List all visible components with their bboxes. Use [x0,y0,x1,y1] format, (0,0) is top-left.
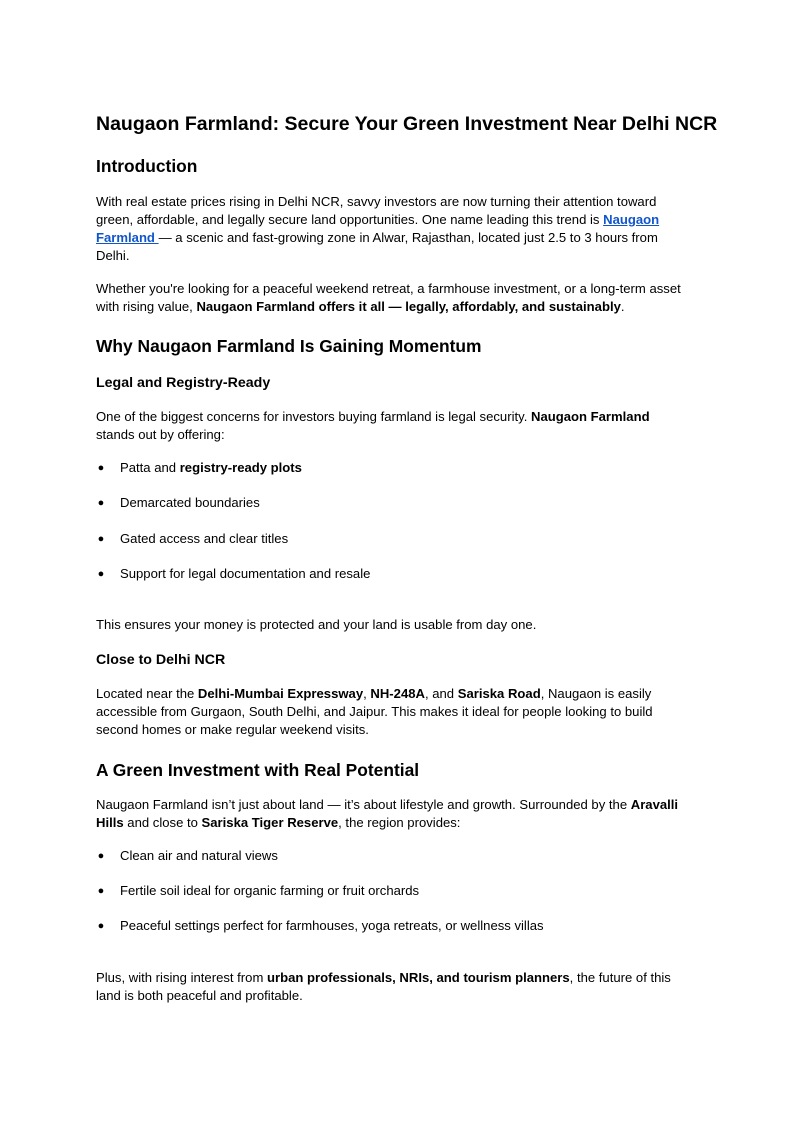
momentum-heading: Why Naugaon Farmland Is Gaining Momentum [96,336,482,356]
text-line [96,211,696,229]
text-line [96,298,696,316]
text-run: , the region provides: [338,815,461,830]
list-item [97,565,371,583]
page-title: Naugaon Farmland: Secure Your Green Investment Near Delhi NCR [96,113,718,135]
text-run: — a scenic and fast-growing zone in Alwar, Rajasthan, located just 2.5 to 3 hours from [158,230,658,245]
bold-text: Sariska Tiger Reserve [201,815,339,830]
text-line: accessible from Gurgaon, South Delhi, and Jaipur. This makes it ideal for people looking to build [96,704,653,719]
text-run: green, affordable, and legally secure land opportunities. One name leading this trend is [96,212,604,227]
text-run: and close to [123,815,202,830]
naugaon-farmland-link[interactable]: Naugaon [603,212,660,227]
text-run: Gated access and clear titles [120,531,289,546]
text-line: stands out by offering: [96,427,225,442]
text-run: Demarcated boundaries [120,495,260,510]
green-heading: A Green Investment with Real Potential [96,760,420,780]
bold-text: registry-ready plots [179,460,302,475]
text-line [96,229,696,247]
intro-heading: Introduction [96,156,198,176]
text-run: Naugaon Farmland isn’t just about land — it’s about lifestyle and growth. Surrounded by the [96,797,631,812]
intro-paragraph-1 [96,193,696,265]
text-line: Whether you're looking for a peaceful weekend retreat, a farmhouse investment, or a long-term asset [96,281,681,296]
text-line [96,814,696,832]
text-run: Clean air and natural views [120,848,278,863]
text-line [96,408,696,426]
text-run: with rising value, [96,299,197,314]
text-line: second homes or make regular weekend visits. [96,722,369,737]
list-item [97,530,289,548]
bold-text: Aravalli [630,797,679,812]
bold-text: Sariska Road [457,686,541,701]
list-item [97,917,544,935]
text-line: With real estate prices rising in Delhi NCR, savvy investors are now turning their attention toward [96,194,657,209]
text-run: Fertile soil ideal for organic farming or fruit orchards [120,883,420,898]
legal-paragraph [96,408,696,444]
text-line: This ensures your money is protected and your land is usable from day one. [96,617,537,632]
text-line [96,685,696,703]
text-line: Delhi. [96,248,130,263]
text-run: Plus, with rising interest from [96,970,267,985]
bold-text: Delhi-Mumbai Expressway [197,686,364,701]
text-run: Support for legal documentation and resale [120,566,371,581]
text-line: land is both peaceful and profitable. [96,988,303,1003]
text-run: Located near the [96,686,198,701]
text-line [96,969,696,987]
text-line [96,796,696,814]
bullet-icon: ● [97,462,105,474]
close-heading: Close to Delhi NCR [96,652,226,668]
bold-text: Hills [96,815,124,830]
list-item [97,494,260,512]
green-closing [96,969,696,1005]
text-run: Peaceful settings perfect for farmhouses, yoga retreats, or wellness villas [120,918,544,933]
list-item [97,459,302,477]
intro-paragraph-2 [96,280,696,316]
text-run: One of the biggest concerns for investors buying farmland is legal security. [96,409,531,424]
bold-text: Naugaon Farmland [530,409,650,424]
bullet-icon: ● [97,497,105,509]
bullet-icon: ● [97,920,105,932]
bullet-icon: ● [97,850,105,862]
list-item [97,882,420,900]
text-run: , the future of this [569,970,671,985]
legal-heading: Legal and Registry-Ready [96,375,271,391]
close-paragraph [96,685,696,739]
legal-closing [96,616,696,634]
text-run: , and [424,686,458,701]
text-run: , [363,686,371,701]
list-item [97,847,278,865]
text-run: Patta and [120,460,180,475]
bold-text: Naugaon Farmland offers it all — legally, affordably, and sustainably [196,299,621,314]
text-run: . [620,299,625,314]
bullet-icon: ● [97,533,105,545]
bold-text: NH-248A [370,686,425,701]
naugaon-farmland-link-cont[interactable]: Farmland [96,230,159,245]
bold-text: urban professionals, NRIs, and tourism planners [267,970,570,985]
bullet-icon: ● [97,568,105,580]
green-paragraph [96,796,696,832]
text-run: , Naugaon is easily [540,686,652,701]
bullet-icon: ● [97,885,105,897]
